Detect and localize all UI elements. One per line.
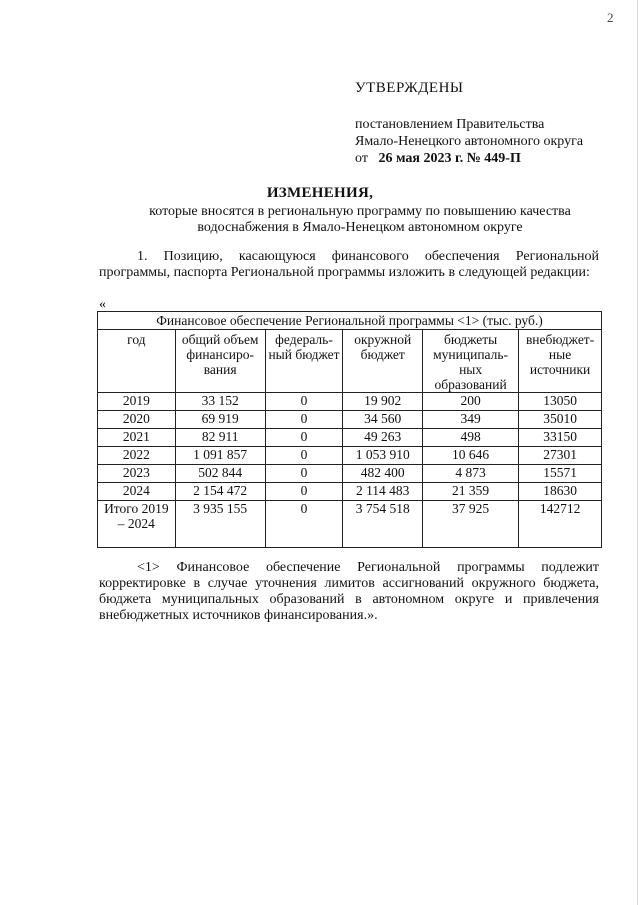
table-total-row (98, 501, 602, 548)
cell-municipal: 21 359 (423, 483, 519, 501)
table-row (98, 483, 602, 501)
page-number: 2 (607, 10, 614, 25)
cell-municipal: 498 (423, 429, 519, 447)
paragraph-1: 1. Позицию, касающуюся финансового обеспечения Региональной программы, паспорта Региональной программы изложить в следующей редакции: (99, 249, 599, 280)
header-district-budget: окружной бюджет (343, 330, 423, 393)
cell-federal: 0 (265, 429, 343, 447)
approval-block (355, 80, 625, 167)
changes-title: ИЗМЕНЕНИЯ, (266, 185, 374, 201)
cell-extrabudgetary: 33150 (519, 429, 602, 447)
header-total-volume: общий объем финансиро-вания (175, 330, 265, 393)
cell-district: 1 053 910 (343, 447, 423, 465)
table-header-row (98, 330, 602, 393)
cell-municipal: 10 646 (423, 447, 519, 465)
decree-prefix: от (355, 151, 368, 166)
cell-district: 482 400 (343, 465, 423, 483)
header-federal-budget: федераль-ный бюджет (265, 330, 343, 393)
approved-line-2: Ямало-Ненецкого автономного округа (355, 134, 584, 149)
header-year: год (98, 330, 176, 393)
cell-federal: 0 (265, 465, 343, 483)
cell-extrabudgetary: 15571 (519, 465, 602, 483)
cell-federal: 0 (265, 483, 343, 501)
table-caption: Финансовое обеспечение Региональной программы <1> (тыс. руб.) (98, 312, 602, 330)
approved-title: УТВЕРЖДЕНЫ (355, 80, 464, 96)
footnote-paragraph: <1> Финансовое обеспечение Региональной программы подлежит корректировке в случае уточнения лимитов ассигнований окружного бюджета, бюджета муниципальных образований в автономном округе и привлечения внебюджетных источников финансирования.». (99, 560, 599, 623)
cell-extrabudgetary: 35010 (519, 411, 602, 429)
cell-total-volume: 502 844 (175, 465, 265, 483)
cell-municipal: 37 925 (423, 501, 519, 548)
cell-extrabudgetary: 142712 (519, 501, 602, 548)
cell-year: 2022 (98, 447, 176, 465)
cell-municipal: 349 (423, 411, 519, 429)
cell-total-label: Итого 2019 – 2024 (98, 501, 176, 548)
table-row (98, 465, 602, 483)
approved-line-1: постановлением Правительства (355, 117, 545, 132)
cell-total-volume: 3 935 155 (175, 501, 265, 548)
open-quote: « (99, 297, 106, 312)
changes-subtitle: которые вносятся в региональную программу по повышению качества водоснабжения в Ямало-Ненецком автономном округе (149, 204, 571, 235)
cell-extrabudgetary: 18630 (519, 483, 602, 501)
cell-total-volume: 2 154 472 (175, 483, 265, 501)
cell-total-volume: 82 911 (175, 429, 265, 447)
cell-year: 2024 (98, 483, 176, 501)
financing-table (97, 311, 602, 548)
cell-total-volume: 69 919 (175, 411, 265, 429)
cell-extrabudgetary: 13050 (519, 393, 602, 411)
cell-municipal: 200 (423, 393, 519, 411)
cell-municipal: 4 873 (423, 465, 519, 483)
cell-federal: 0 (265, 501, 343, 548)
table-row (98, 393, 602, 411)
cell-year: 2020 (98, 411, 176, 429)
table-row (98, 447, 602, 465)
cell-year: 2021 (98, 429, 176, 447)
cell-total-volume: 1 091 857 (175, 447, 265, 465)
cell-district: 34 560 (343, 411, 423, 429)
cell-district: 2 114 483 (343, 483, 423, 501)
page-edge-line (637, 0, 638, 905)
cell-federal: 0 (265, 393, 343, 411)
cell-district: 49 263 (343, 429, 423, 447)
decree-number: 26 мая 2023 г. № 449-П (378, 151, 521, 166)
cell-year: 2019 (98, 393, 176, 411)
header-municipal-budgets: бюджеты муниципаль-ных образований (423, 330, 519, 393)
cell-district: 19 902 (343, 393, 423, 411)
decree-line (355, 150, 625, 167)
cell-year: 2023 (98, 465, 176, 483)
table-row (98, 411, 602, 429)
table-row (98, 429, 602, 447)
cell-federal: 0 (265, 447, 343, 465)
header-extrabudgetary: внебюджет-ные источники (519, 330, 602, 393)
cell-district: 3 754 518 (343, 501, 423, 548)
cell-total-volume: 33 152 (175, 393, 265, 411)
cell-extrabudgetary: 27301 (519, 447, 602, 465)
cell-federal: 0 (265, 411, 343, 429)
